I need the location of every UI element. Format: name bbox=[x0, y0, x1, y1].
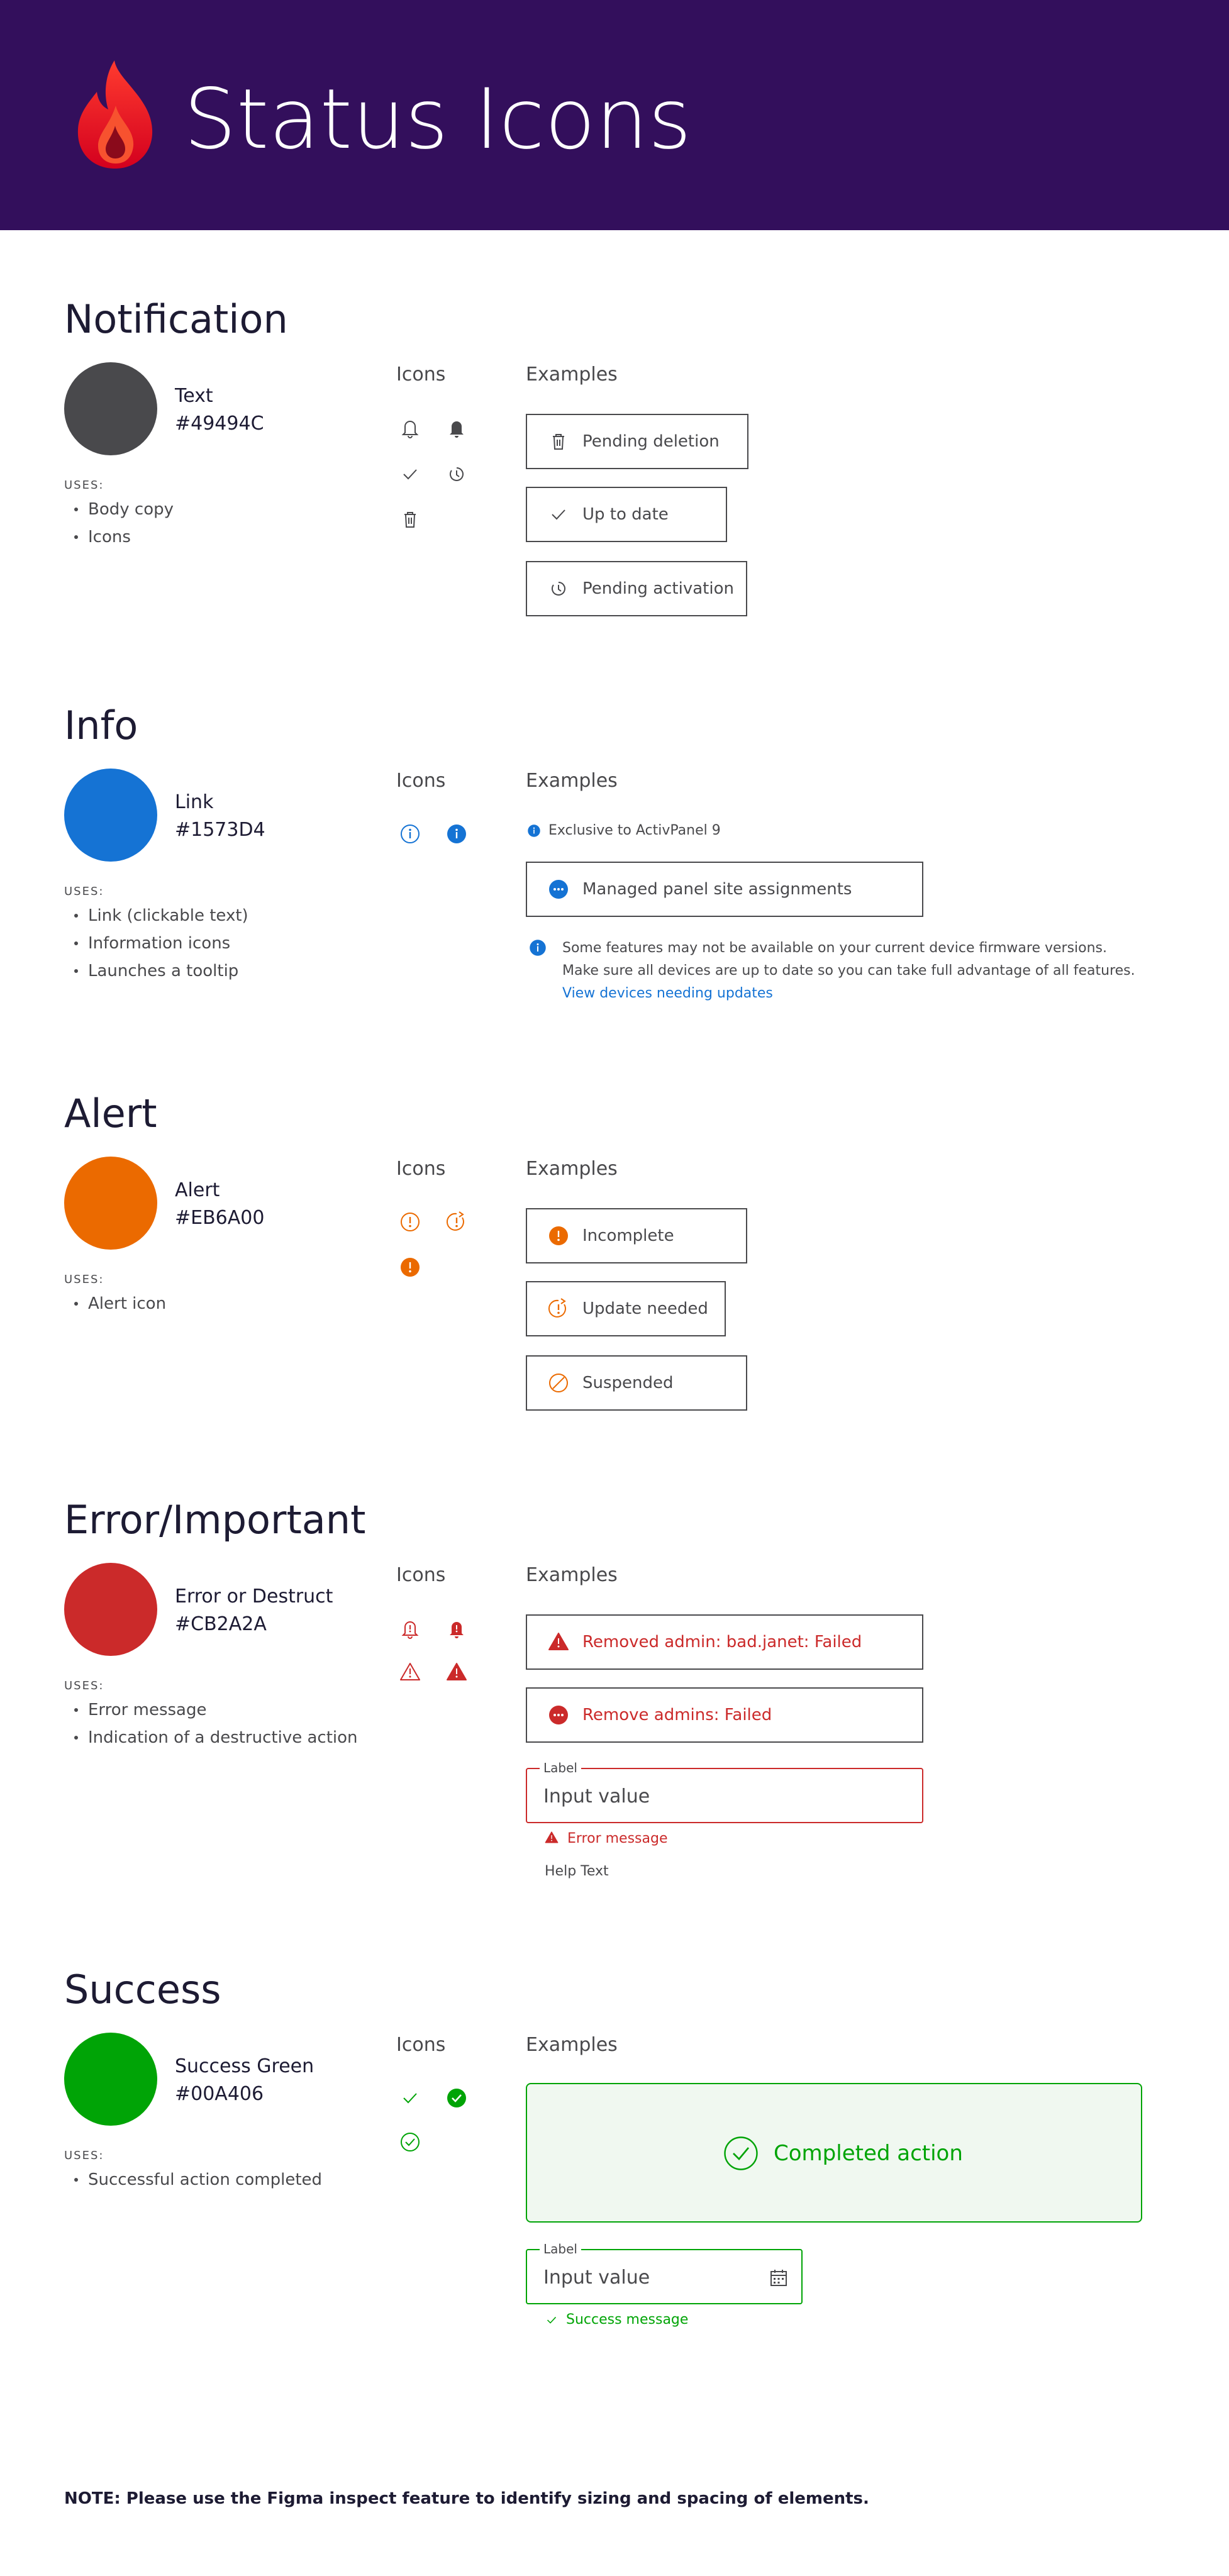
warning-outline-icon bbox=[398, 1660, 423, 1685]
error-filled-icon bbox=[546, 1702, 571, 1728]
field-label: Label bbox=[540, 1760, 581, 1775]
info-outline-icon[interactable] bbox=[398, 821, 423, 847]
section-success bbox=[0, 1965, 1229, 2355]
icons-heading: Icons bbox=[396, 364, 446, 386]
check-outline-icon bbox=[398, 2129, 423, 2155]
footer-note: NOTE: Please use the Figma inspect feature to identify sizing and spacing of elements. bbox=[64, 2489, 869, 2508]
example-chip bbox=[526, 1614, 923, 1670]
warning-filled-icon bbox=[543, 1829, 561, 1847]
uses-item: Alert icon bbox=[64, 1290, 166, 1318]
uses-item: Indication of a destructive action bbox=[64, 1724, 358, 1752]
more-filled-icon bbox=[546, 877, 571, 902]
flame-logo-icon bbox=[75, 60, 155, 169]
pending-activation-icon bbox=[546, 576, 571, 601]
check-icon bbox=[398, 462, 423, 487]
uses-list bbox=[64, 2166, 322, 2194]
uses-item: Information icons bbox=[64, 930, 248, 957]
example-label: Pending deletion bbox=[582, 432, 720, 451]
info-message bbox=[562, 937, 1141, 1005]
check-outline-icon bbox=[722, 2135, 760, 2172]
field-value[interactable]: Input value bbox=[543, 1785, 650, 1807]
color-swatch bbox=[64, 362, 157, 455]
field-value[interactable]: Input value bbox=[543, 2267, 650, 2289]
info-filled-icon[interactable] bbox=[526, 823, 543, 840]
examples-heading: Examples bbox=[526, 364, 618, 386]
color-name: Text bbox=[175, 385, 213, 407]
update-needed-icon bbox=[546, 1296, 571, 1321]
example-label: Suspended bbox=[582, 1374, 674, 1392]
example-chip bbox=[526, 487, 727, 542]
uses-item: Link (clickable text) bbox=[64, 902, 248, 930]
color-name: Link bbox=[175, 791, 214, 813]
color-name: Success Green bbox=[175, 2055, 314, 2077]
color-hex: #00A406 bbox=[175, 2083, 264, 2105]
example-label: Up to date bbox=[582, 505, 669, 524]
section-title: Notification bbox=[64, 296, 288, 342]
bell-filled-icon bbox=[444, 415, 469, 440]
check-icon bbox=[543, 2312, 560, 2328]
calendar-icon[interactable] bbox=[766, 2265, 791, 2290]
alert-filled-icon bbox=[398, 1255, 423, 1280]
info-filled-icon[interactable] bbox=[444, 821, 469, 847]
check-icon bbox=[546, 502, 571, 527]
examples-heading: Examples bbox=[526, 2034, 618, 2056]
uses-list bbox=[64, 902, 248, 985]
example-chip bbox=[526, 1355, 747, 1411]
uses-item: Launches a tooltip bbox=[64, 957, 248, 985]
color-swatch bbox=[64, 1157, 157, 1250]
trash-icon bbox=[398, 507, 423, 532]
examples-heading: Examples bbox=[526, 770, 618, 792]
example-chip bbox=[526, 1687, 923, 1743]
update-needed-icon bbox=[444, 1209, 469, 1235]
color-hex: #CB2A2A bbox=[175, 1613, 267, 1635]
suspended-icon bbox=[546, 1370, 571, 1396]
uses-list bbox=[64, 496, 174, 551]
example-chip bbox=[526, 561, 747, 616]
uses-item: Body copy bbox=[64, 496, 174, 523]
example-label: Pending activation bbox=[582, 579, 734, 598]
section-title: Info bbox=[64, 702, 138, 748]
section-info bbox=[0, 701, 1229, 1053]
uses-list bbox=[64, 1290, 166, 1318]
uses-label: USES: bbox=[64, 479, 104, 492]
error-message: Error message bbox=[567, 1831, 668, 1846]
examples-heading: Examples bbox=[526, 1564, 618, 1586]
examples-heading: Examples bbox=[526, 1158, 618, 1180]
section-alert bbox=[0, 1089, 1229, 1441]
uses-label: USES: bbox=[64, 1679, 104, 1692]
trash-icon bbox=[546, 429, 571, 454]
page-header bbox=[0, 0, 1229, 230]
bell-error-filled-icon bbox=[444, 1616, 469, 1641]
check-filled-icon bbox=[444, 2085, 469, 2111]
color-swatch bbox=[64, 2033, 157, 2126]
example-chip bbox=[526, 1281, 726, 1336]
bell-error-outline-icon bbox=[398, 1616, 423, 1641]
example-label: Update needed bbox=[582, 1299, 708, 1318]
alert-filled-icon bbox=[546, 1223, 571, 1248]
managed-panel-site-assignments-button[interactable] bbox=[526, 862, 923, 917]
example-chip bbox=[526, 414, 748, 469]
section-notification bbox=[0, 294, 1229, 647]
button-label: Managed panel site assignments bbox=[582, 880, 852, 899]
uses-list bbox=[64, 1696, 358, 1752]
pending-activation-icon bbox=[444, 462, 469, 487]
alert-outline-icon bbox=[398, 1209, 423, 1235]
field-label: Label bbox=[540, 2241, 581, 2257]
info-filled-icon bbox=[527, 937, 548, 958]
uses-item: Successful action completed bbox=[64, 2166, 322, 2194]
bell-outline-icon bbox=[398, 415, 423, 440]
view-devices-link[interactable]: View devices needing updates bbox=[562, 985, 773, 1001]
uses-item: Error message bbox=[64, 1696, 358, 1724]
icons-heading: Icons bbox=[396, 1564, 446, 1586]
color-hex: #49494C bbox=[175, 413, 264, 435]
section-title: Error/Important bbox=[64, 1497, 366, 1543]
success-input-field[interactable] bbox=[526, 2241, 803, 2304]
icons-heading: Icons bbox=[396, 770, 446, 792]
info-message-text: Some features may not be available on your current device firmware versions. Make sure all devices are up to date so you can take full advantage of all features. bbox=[562, 940, 1135, 979]
color-swatch bbox=[64, 1563, 157, 1656]
success-message: Success message bbox=[566, 2312, 689, 2328]
page-title: Status Icons bbox=[184, 71, 692, 168]
uses-label: USES: bbox=[64, 2149, 104, 2162]
warning-filled-icon bbox=[546, 1629, 571, 1655]
help-text: Help Text bbox=[545, 1863, 609, 1879]
color-swatch bbox=[64, 769, 157, 862]
warning-filled-icon bbox=[444, 1660, 469, 1685]
section-title: Alert bbox=[64, 1091, 157, 1136]
error-input-field[interactable] bbox=[526, 1760, 923, 1823]
check-icon bbox=[398, 2085, 423, 2111]
example-label: Incomplete bbox=[582, 1226, 674, 1245]
inline-info-note: Exclusive to ActivPanel 9 bbox=[548, 823, 721, 838]
color-hex: #1573D4 bbox=[175, 819, 265, 841]
uses-label: USES: bbox=[64, 885, 104, 898]
example-chip bbox=[526, 1208, 747, 1263]
example-label: Remove admins: Failed bbox=[582, 1706, 772, 1724]
icons-heading: Icons bbox=[396, 1158, 446, 1180]
section-title: Success bbox=[64, 1967, 221, 2012]
section-error bbox=[0, 1495, 1229, 1897]
color-name: Alert bbox=[175, 1179, 220, 1201]
success-banner-text: Completed action bbox=[774, 2141, 963, 2166]
example-label: Removed admin: bad.janet: Failed bbox=[582, 1633, 862, 1652]
success-banner bbox=[526, 2083, 1142, 2223]
uses-label: USES: bbox=[64, 1273, 104, 1286]
icons-heading: Icons bbox=[396, 2034, 446, 2056]
uses-item: Icons bbox=[64, 523, 174, 551]
color-name: Error or Destruct bbox=[175, 1585, 333, 1607]
color-hex: #EB6A00 bbox=[175, 1207, 265, 1229]
